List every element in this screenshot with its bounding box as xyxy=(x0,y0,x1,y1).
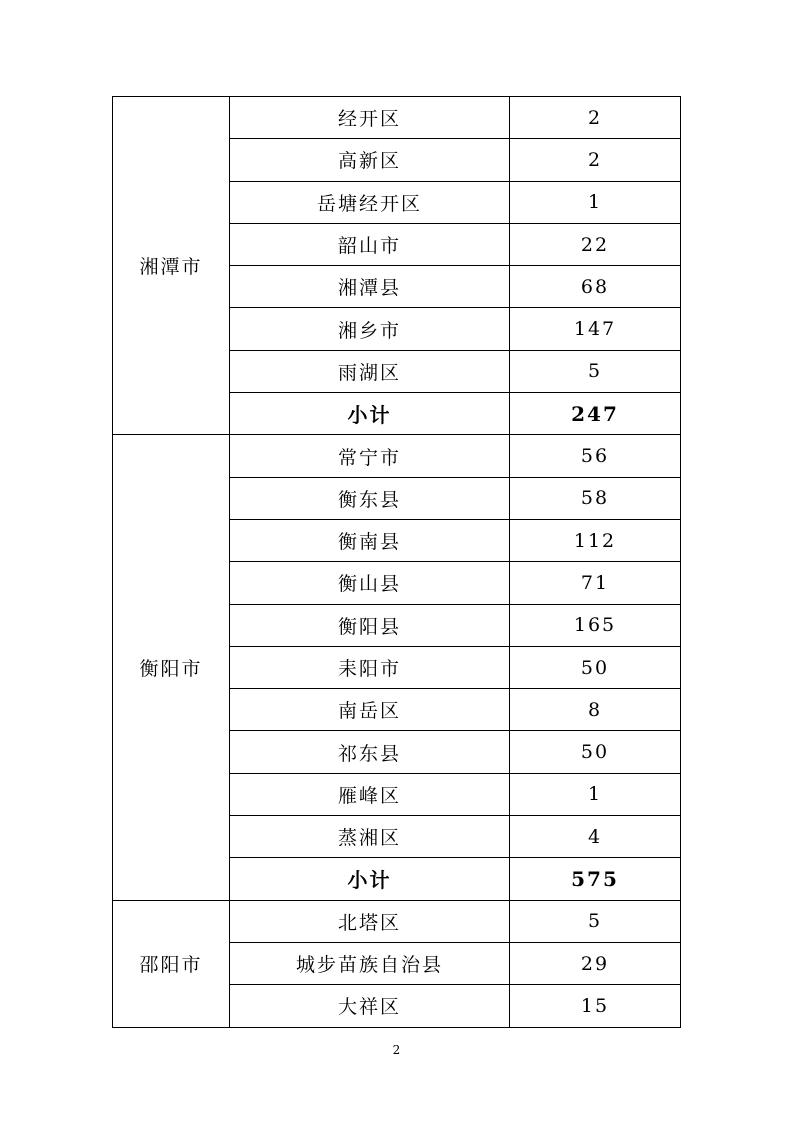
subtotal-value: 247 xyxy=(510,393,681,435)
subtotal-label: 小计 xyxy=(230,393,510,435)
district-cell: 城步苗族自治县 xyxy=(230,942,510,984)
district-cell: 衡南县 xyxy=(230,519,510,561)
district-cell: 衡东县 xyxy=(230,477,510,519)
count-cell: 71 xyxy=(510,562,681,604)
district-cell: 湘乡市 xyxy=(230,308,510,350)
city-cell: 湘潭市 xyxy=(113,97,230,435)
city-cell: 衡阳市 xyxy=(113,435,230,900)
count-cell: 58 xyxy=(510,477,681,519)
count-cell: 2 xyxy=(510,97,681,139)
count-cell: 147 xyxy=(510,308,681,350)
count-cell: 50 xyxy=(510,731,681,773)
district-table xyxy=(112,96,681,1028)
district-cell: 湘潭县 xyxy=(230,266,510,308)
count-cell: 29 xyxy=(510,942,681,984)
district-cell: 岳塘经开区 xyxy=(230,181,510,223)
subtotal-value: 575 xyxy=(510,858,681,900)
district-cell: 北塔区 xyxy=(230,900,510,942)
district-cell: 蒸湘区 xyxy=(230,816,510,858)
district-cell: 常宁市 xyxy=(230,435,510,477)
table-row xyxy=(113,435,681,477)
count-cell: 2 xyxy=(510,139,681,181)
count-cell: 8 xyxy=(510,689,681,731)
district-cell: 高新区 xyxy=(230,139,510,181)
table-body xyxy=(113,97,681,1028)
district-cell: 耒阳市 xyxy=(230,646,510,688)
district-cell: 衡山县 xyxy=(230,562,510,604)
count-cell: 56 xyxy=(510,435,681,477)
count-cell: 4 xyxy=(510,816,681,858)
district-cell: 韶山市 xyxy=(230,223,510,265)
count-cell: 50 xyxy=(510,646,681,688)
district-cell: 大祥区 xyxy=(230,985,510,1027)
count-cell: 22 xyxy=(510,223,681,265)
district-cell: 雨湖区 xyxy=(230,350,510,392)
district-cell: 经开区 xyxy=(230,97,510,139)
count-cell: 1 xyxy=(510,773,681,815)
count-cell: 15 xyxy=(510,985,681,1027)
subtotal-label: 小计 xyxy=(230,858,510,900)
count-cell: 5 xyxy=(510,900,681,942)
table-row xyxy=(113,900,681,942)
city-cell: 邵阳市 xyxy=(113,900,230,1027)
count-cell: 68 xyxy=(510,266,681,308)
count-cell: 1 xyxy=(510,181,681,223)
table-row xyxy=(113,97,681,139)
count-cell: 165 xyxy=(510,604,681,646)
district-cell: 雁峰区 xyxy=(230,773,510,815)
count-cell: 5 xyxy=(510,350,681,392)
page-number: 2 xyxy=(392,1043,401,1057)
district-cell: 南岳区 xyxy=(230,689,510,731)
count-cell: 112 xyxy=(510,519,681,561)
district-cell: 衡阳县 xyxy=(230,604,510,646)
district-cell: 祁东县 xyxy=(230,731,510,773)
